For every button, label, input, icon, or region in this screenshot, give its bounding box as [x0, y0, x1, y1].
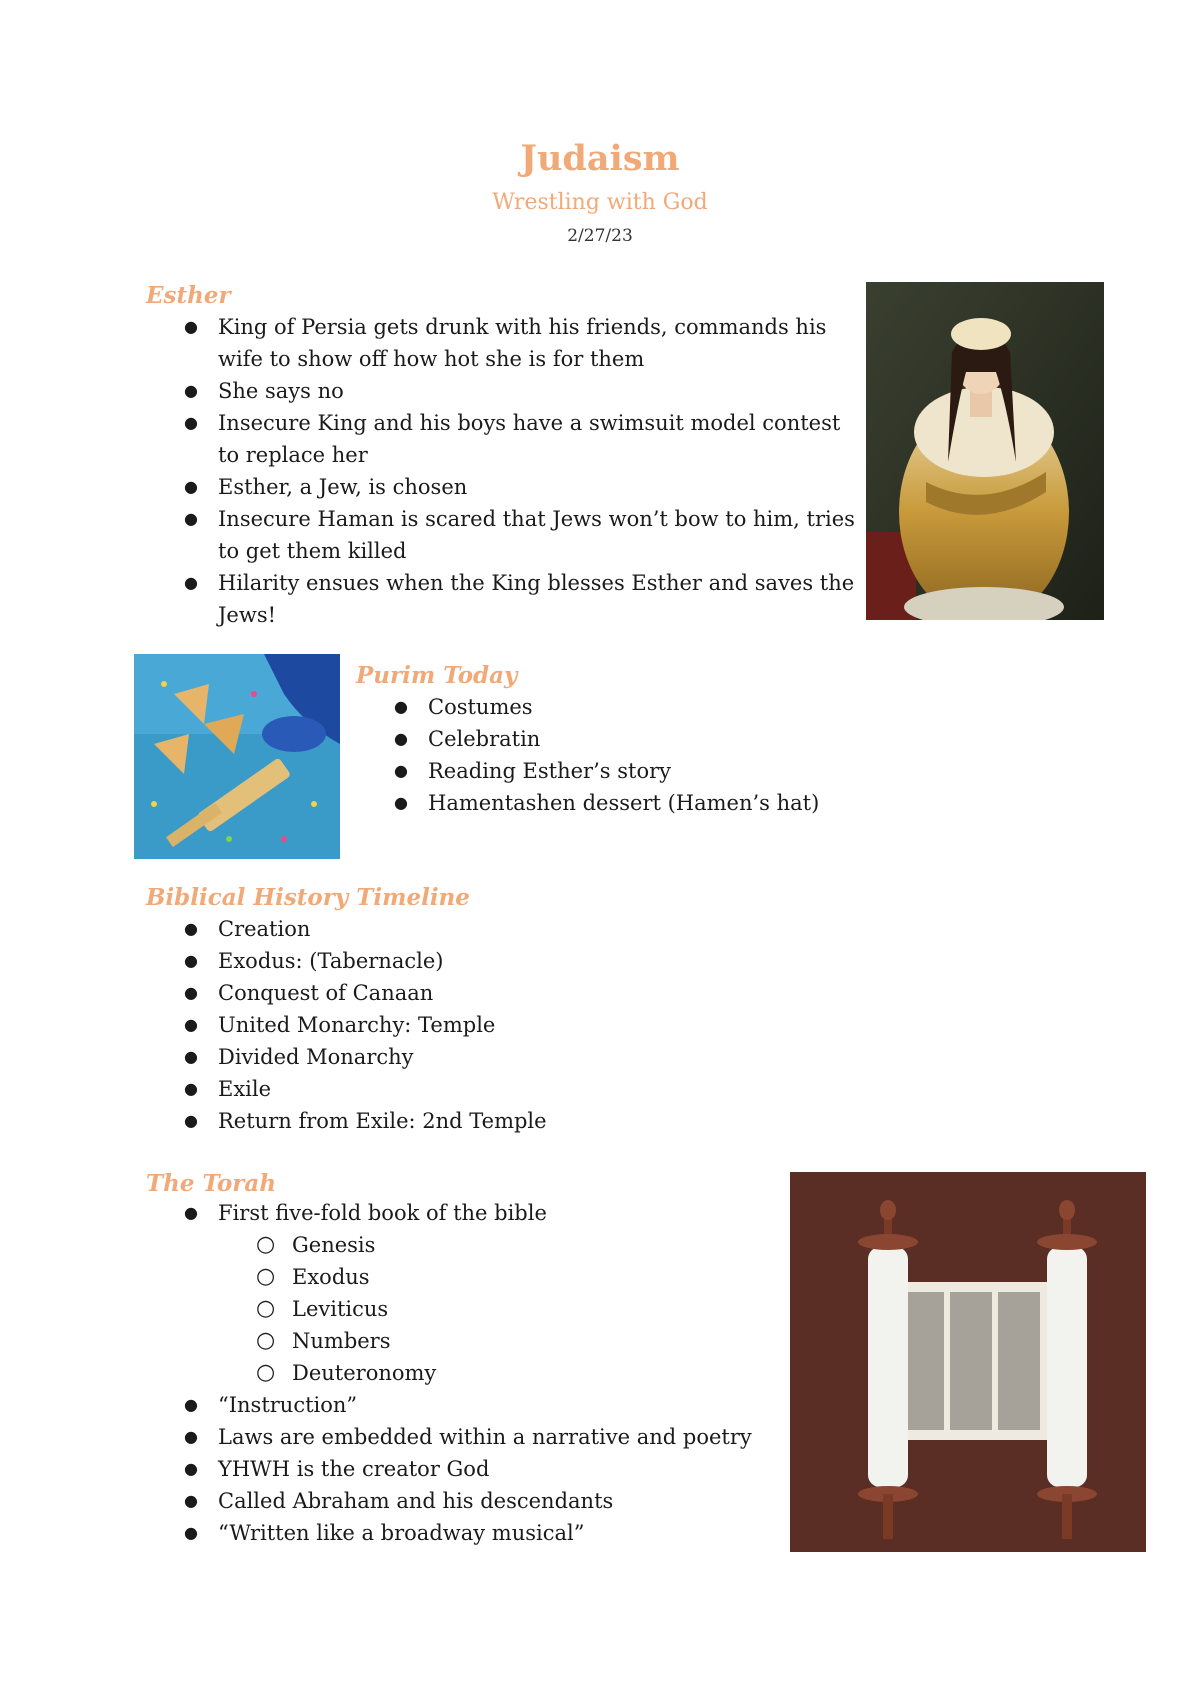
torah-list — [146, 1197, 786, 1229]
list-item: ● Conquest of Canaan — [184, 981, 434, 1005]
list-item: ● Return from Exile: 2nd Temple — [184, 1109, 547, 1133]
list-item: ● United Monarchy: Temple — [184, 1013, 496, 1037]
list-item: ○ Exodus — [256, 1264, 370, 1289]
list-item: ○ Numbers — [256, 1328, 391, 1353]
torah-section — [146, 1170, 786, 1549]
list-item: ● Laws are embedded within a narrative and poetry — [184, 1425, 752, 1449]
list-item: ● Exodus: (Tabernacle) — [184, 949, 444, 973]
list-item: ● Divided Monarchy — [184, 1045, 414, 1069]
purim-image — [134, 654, 340, 859]
list-item: ● Creation — [184, 917, 311, 941]
list-item: ○ Leviticus — [256, 1296, 389, 1321]
purim-section — [356, 662, 916, 819]
list-item: ● Insecure Haman is scared that Jews won’t bow to him, tries to get them killed — [184, 507, 855, 563]
list-item: ● Esther, a Jew, is chosen — [184, 475, 468, 499]
list-item: ● King of Persia gets drunk with his friends, commands his wife to show off how hot she is for them — [184, 315, 827, 371]
page-date: 2/27/23 — [567, 226, 633, 246]
torah-facts-list — [146, 1389, 786, 1549]
list-item: ● Called Abraham and his descendants — [184, 1489, 614, 1513]
purim-heading: Purim Today — [356, 662, 518, 689]
purim-list — [356, 691, 916, 819]
list-item: ● Insecure King and his boys have a swimsuit model contest to replace her — [184, 411, 841, 467]
page-title: Judaism — [520, 138, 680, 179]
esther-painting-image — [866, 282, 1104, 620]
list-item: ● Reading Esther’s story — [394, 759, 671, 783]
list-item: ● “Written like a broadway musical” — [184, 1521, 585, 1545]
list-item: ● YHWH is the creator God — [184, 1457, 490, 1481]
torah-books-list — [146, 1229, 786, 1389]
timeline-section — [146, 884, 846, 1137]
torah-heading: The Torah — [146, 1170, 277, 1197]
list-item: ● Costumes — [394, 695, 533, 719]
torah-scroll-image — [790, 1172, 1146, 1552]
timeline-heading: Biblical History Timeline — [146, 884, 470, 911]
list-item: ● Hilarity ensues when the King blesses Esther and saves the Jews! — [184, 571, 855, 627]
list-item: ● Celebratin — [394, 727, 541, 751]
page-subtitle: Wrestling with God — [492, 190, 708, 215]
esther-list — [0, 311, 856, 631]
list-item: ● “Instruction” — [184, 1393, 358, 1417]
list-item: ● First five-fold book of the bible — [184, 1201, 547, 1225]
list-item: ● She says no — [184, 379, 344, 403]
list-item: ○ Deuteronomy — [256, 1360, 437, 1385]
esther-heading: Esther — [146, 282, 231, 309]
list-item: ● Hamentashen dessert (Hamen’s hat) — [394, 791, 820, 815]
list-item: ○ Genesis — [256, 1232, 376, 1257]
list-item: ● Exile — [184, 1077, 272, 1101]
timeline-list — [146, 913, 846, 1137]
esther-section — [146, 282, 856, 631]
